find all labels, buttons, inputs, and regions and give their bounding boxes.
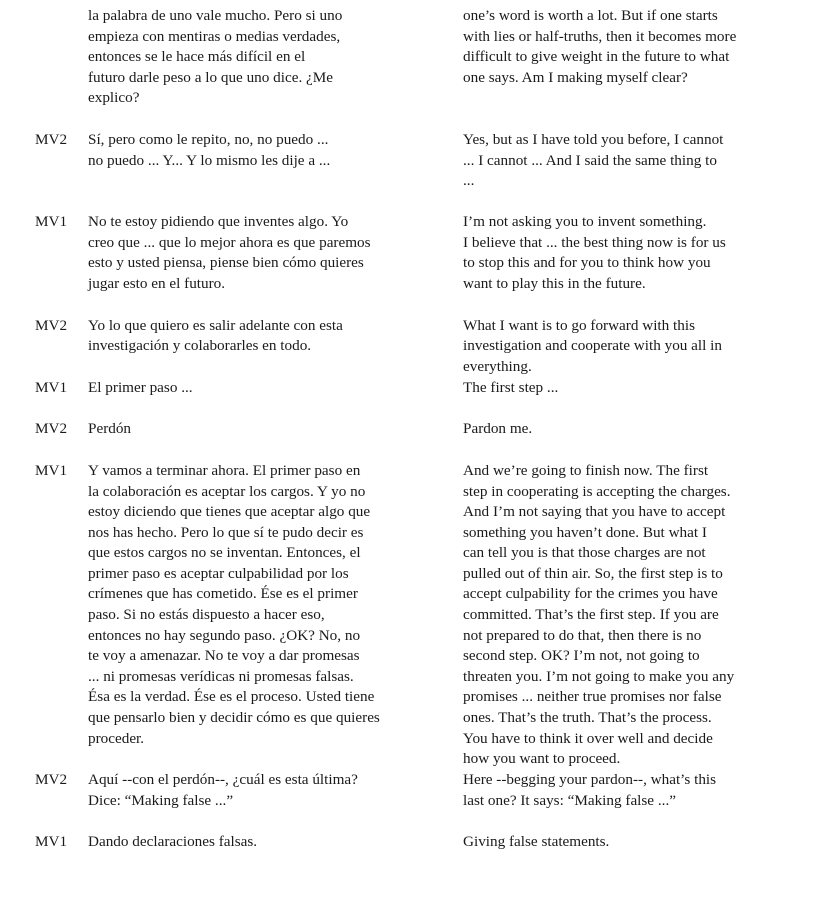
transcript-row <box>0 832 838 853</box>
transcript-row <box>0 212 838 294</box>
speaker-label: MV1 <box>35 378 68 396</box>
transcript-row <box>0 316 838 375</box>
spanish-text: Dando declaraciones falsas. <box>88 833 258 851</box>
speaker-label: MV2 <box>35 420 68 438</box>
transcript-row <box>0 130 838 190</box>
transcript-row <box>0 419 838 440</box>
english-text: What I want is to go forward with this investigation and cooperate with you all in everything. <box>463 316 722 375</box>
spanish-text: No te estoy pidiendo que inventes algo. Yo creo que ... que lo mejor ahora es que paremos esto y usted piensa, piense bien cómo quieres jugar esto en el futuro. <box>88 213 371 292</box>
spanish-text: Y vamos a terminar ahora. El primer paso en la colaboración es aceptar los cargos. Y yo no estoy diciendo que tienes que aceptar algo que nos has hecho. Pero lo que sí te pudo decir es que estos cargos no se inventan. Entonces, el primer paso es aceptar culpabilidad por los crímenes que has cometido. Ése es el primer paso. Si no estás dispuesto a hacer eso, entonces no hay segundo paso. ¿OK? No, no te voy a amenazar. No te voy a dar promesas ... ni promesas verídicas ni promesas falsas. Ésa es la verdad. Ése es el proceso. Usted tiene que pensarlo bien y decidir cómo es que quieres proceder. <box>88 461 380 747</box>
spanish-text: Perdón <box>88 420 132 438</box>
spanish-text: Aquí --con el perdón--, ¿cuál es esta última? Dice: “Making false ...” <box>88 771 358 809</box>
english-text: Pardon me. <box>463 420 533 438</box>
english-text: And we’re going to finish now. The first step in cooperating is accepting the charges. And I’m not saying that you have to accept something you haven’t done. But what I can tell you is that those charges are not pulled out of thin air. So, the first step is to accept culpability for the crimes you have committed. That’s the first step. If you are not prepared to do that, then there is no second step. OK? I’m not, not going to threaten you. I’m not going to make you any promises ... neither true promises nor false ones. That’s the truth. That’s the process. You have to think it over well and decide how you want to proceed. <box>463 461 735 768</box>
speaker-label: MV1 <box>35 213 68 231</box>
speaker-label: MV1 <box>35 833 68 851</box>
transcript-row <box>0 461 838 768</box>
english-text: I’m not asking you to invent something. I believe that ... the best thing now is for us to stop this and for you to think how you want to play this in the future. <box>463 213 726 292</box>
english-text: one’s word is worth a lot. But if one starts with lies or half-truths, then it becomes more difficult to give weight in the future to what one says. Am I making myself clear? <box>463 7 737 86</box>
transcript-row <box>0 378 838 399</box>
english-text: The first step ... <box>463 378 559 396</box>
speaker-label: MV2 <box>35 316 68 334</box>
spanish-text: El primer paso ... <box>88 378 193 396</box>
speaker-label: MV1 <box>35 461 68 479</box>
english-text: Giving false statements. <box>463 833 610 851</box>
spanish-text: Yo lo que quiero es salir adelante con esta investigación y colaborarles en todo. <box>88 316 343 355</box>
spanish-text: Sí, pero como le repito, no, no puedo ... no puedo ... Y... Y lo mismo les dije a ... <box>88 130 331 169</box>
english-text: Yes, but as I have told you before, I cannot ... I cannot ... And I said the same thing to ... <box>463 130 724 190</box>
speaker-label: MV2 <box>35 771 68 789</box>
spanish-text: la palabra de uno vale mucho. Pero si uno empieza con mentiras o medias verdades, entonces se le hace más difícil en el futuro darle peso a lo que uno dice. ¿Me explico? <box>88 7 343 107</box>
transcript-page <box>0 6 838 853</box>
transcript-row <box>0 770 838 811</box>
speaker-label: MV2 <box>35 130 68 148</box>
transcript-row <box>0 6 838 109</box>
english-text: Here --begging your pardon--, what’s this last one? It says: “Making false ...” <box>463 771 717 809</box>
